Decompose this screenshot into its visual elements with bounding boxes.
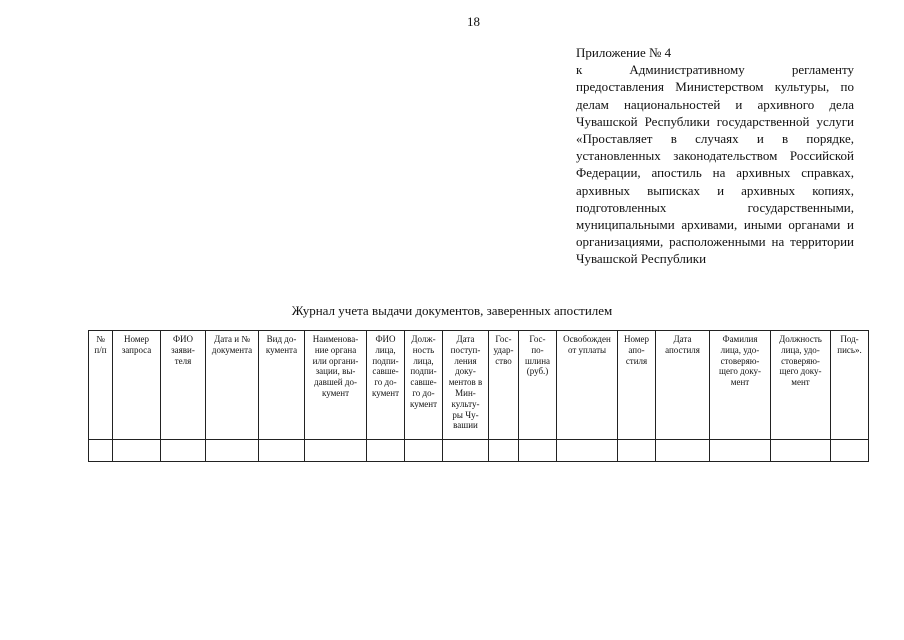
table-cell	[405, 440, 443, 462]
column-header-receipt-date: Дата поступ- ления доку- ментов в Мин- культу- ры Чу- вашии	[443, 331, 489, 440]
journal-title: Журнал учета выдачи документов, заверенных апостилем	[291, 303, 613, 318]
page-number: 18	[467, 14, 480, 29]
table-cell	[656, 440, 710, 462]
table-cell	[771, 440, 831, 462]
column-header-issuing-organization: Наименова- ние органа или органи- зации, вы- давшей до- кумент	[305, 331, 367, 440]
table-cell	[206, 440, 259, 462]
table-row	[89, 440, 869, 462]
table-cell	[618, 440, 656, 462]
column-header-certifier-position: Должность лица, удо- стоверяю- щего доку- мент	[771, 331, 831, 440]
table-cell	[710, 440, 771, 462]
table-cell	[519, 440, 557, 462]
column-header-applicant-name: ФИО заяви- теля	[161, 331, 206, 440]
table-cell	[259, 440, 305, 462]
column-header-apostille-number: Номер апо- стиля	[618, 331, 656, 440]
table-cell	[305, 440, 367, 462]
table-cell	[557, 440, 618, 462]
column-header-state-fee: Гос- по- шлина (руб.)	[519, 331, 557, 440]
appendix-block	[576, 44, 854, 268]
table-cell	[831, 440, 869, 462]
table-cell	[161, 440, 206, 462]
column-header-signer-position: Долж- ность лица, подпи- савше- го до- кумент	[405, 331, 443, 440]
column-header-certifier-surname: Фамилия лица, удо- стоверяю- щего доку- мент	[710, 331, 771, 440]
column-header-number: № п/п	[89, 331, 113, 440]
column-header-fee-exemption: Освобожден от уплаты	[557, 331, 618, 440]
journal-header-row	[89, 331, 869, 440]
column-header-signature: Под- пись».	[831, 331, 869, 440]
column-header-apostille-date: Дата апостиля	[656, 331, 710, 440]
table-cell	[89, 440, 113, 462]
column-header-country: Гос- удар- ство	[489, 331, 519, 440]
table-cell	[367, 440, 405, 462]
appendix-heading: Приложение № 4	[576, 45, 672, 60]
table-cell	[113, 440, 161, 462]
column-header-request-number: Номер запроса	[113, 331, 161, 440]
column-header-signer-name: ФИО лица, подпи- савше- го до- кумент	[367, 331, 405, 440]
table-cell	[489, 440, 519, 462]
table-cell	[443, 440, 489, 462]
journal-table	[88, 330, 869, 462]
column-header-document-date-number: Дата и № документа	[206, 331, 259, 440]
appendix-text: к Административному регламенту предоставления Министерством культуры, по делам национальностей и архивного дела Чувашской Республики государственной услуги «Проставляет в случаях и в порядке, установленных законодательством Российской Федерации, апостиль на архивных справках, архивных выписках и архивных копиях, подготовленных государственными, муниципальными архивами, иными органами и организациями, расположенными на территории Чувашской Республики	[576, 62, 854, 267]
column-header-document-type: Вид до- кумента	[259, 331, 305, 440]
